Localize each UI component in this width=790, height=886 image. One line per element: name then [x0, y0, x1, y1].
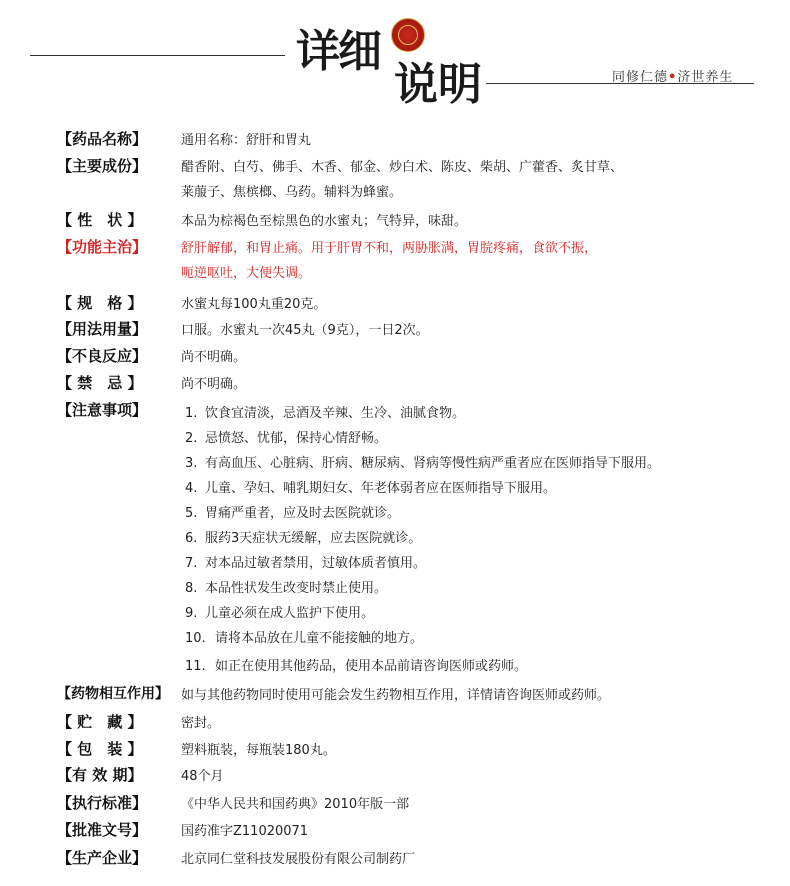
item-value: 塑料瓶装，每瓶装180丸。 [181, 743, 336, 758]
note-text: 本品性状发生改变时禁止使用。 [205, 581, 388, 596]
slogan [612, 66, 733, 85]
item-label: 【不良反应】 [57, 347, 148, 365]
item-value: 尚不明确。 [181, 377, 247, 392]
title-char-3: 说 [394, 59, 438, 110]
item-value: 呃逆呕吐，大便失调。 [181, 266, 312, 281]
note-text: 儿童必须在成人监护下使用。 [205, 606, 375, 621]
note-number: 10. [185, 631, 206, 646]
item-label: 【有 效 期】 [57, 766, 143, 784]
item-label: 【 规 格 】 [57, 294, 143, 312]
item-value: 口服。水蜜丸一次45丸（9克），一日2次。 [181, 323, 429, 338]
list-item [185, 655, 527, 674]
note-text: 对本品过敏者禁用，过敏体质者慎用。 [205, 556, 427, 571]
page-header [0, 0, 790, 118]
seal-icon [391, 18, 425, 52]
note-text: 儿童、孕妇、哺乳期妇女、年老体弱者应在医师指导下服用。 [205, 481, 557, 496]
header-rule-left [30, 55, 285, 56]
list-item [185, 577, 387, 596]
title-char-1: 详 [296, 26, 340, 77]
note-number: 1. [185, 406, 198, 421]
note-number: 11. [185, 659, 206, 674]
item-label: 【 性 状 】 [57, 211, 143, 229]
note-text: 请将本品放在儿童不能接触的地方。 [215, 631, 424, 646]
item-label: 【批准文号】 [57, 821, 148, 839]
list-item [185, 602, 374, 621]
item-label: 【 贮 藏 】 [57, 713, 143, 731]
note-text: 服药3天症状无缓解，应去医院就诊。 [205, 531, 422, 546]
item-label: 【功能主治】 [57, 238, 148, 256]
note-number: 2. [185, 431, 198, 446]
item-value: 醋香附、白芍、佛手、木香、郁金、炒白术、陈皮、柴胡、广藿香、炙甘草、 [181, 160, 624, 175]
note-number: 5. [185, 506, 198, 521]
note-text: 忌愤怒、忧郁，保持心情舒畅。 [205, 431, 388, 446]
item-label: 【 禁 忌 】 [57, 374, 143, 392]
note-number: 3. [185, 456, 198, 471]
list-item [185, 477, 556, 496]
item-label: 【药品名称】 [57, 130, 148, 148]
item-value: 国药准字Z11020071 [181, 824, 309, 839]
item-label: 【主要成份】 [57, 157, 148, 175]
item-label: 【执行标准】 [57, 794, 148, 812]
item-value: 北京同仁堂科技发展股份有限公司制药厂 [181, 852, 416, 867]
item-value: 舒肝解郁，和胃止痛。用于肝胃不和，两胁胀满，胃脘疼痛，食欲不振， [181, 241, 598, 256]
note-number: 9. [185, 606, 198, 621]
note-number: 7. [185, 556, 198, 571]
list-item [185, 527, 421, 546]
item-value: 《中华人民共和国药典》2010年版一部 [181, 797, 410, 812]
note-text: 如正在使用其他药品，使用本品前请咨询医师或药师。 [215, 659, 528, 674]
note-text: 胃痛严重者，应及时去医院就诊。 [205, 506, 401, 521]
list-item [185, 627, 423, 646]
list-item [185, 502, 400, 521]
title-char-2: 细 [338, 26, 382, 77]
list-item [185, 452, 660, 471]
item-label: 【注意事项】 [57, 401, 148, 419]
item-value: 水蜜丸每100丸重20克。 [181, 297, 327, 312]
list-item [185, 402, 465, 421]
note-text: 饮食宜清淡，忌酒及辛辣、生冷、油腻食物。 [205, 406, 466, 421]
item-value: 密封。 [181, 716, 221, 731]
slogan-separator: • [668, 70, 678, 85]
item-label: 【用法用量】 [57, 320, 148, 338]
item-value: 尚不明确。 [181, 350, 247, 365]
item-value: 如与其他药物同时使用可能会发生药物相互作用，详情请咨询医师或药师。 [181, 688, 611, 703]
item-label: 【药物相互作用】 [57, 686, 169, 702]
note-number: 4. [185, 481, 198, 496]
slogan-left: 同修仁德 [612, 70, 669, 85]
note-number: 6. [185, 531, 198, 546]
item-value: 莱菔子、焦槟榔、乌药。辅料为蜂蜜。 [181, 185, 403, 200]
item-value: 48个月 [181, 769, 224, 784]
title-char-4: 明 [438, 59, 482, 110]
slogan-right: 济世养生 [677, 70, 734, 85]
item-label: 【生产企业】 [57, 849, 148, 867]
item-label: 【 包 装 】 [57, 740, 143, 758]
list-item [185, 552, 426, 571]
item-value: 通用名称：舒肝和胃丸 [181, 133, 312, 148]
note-text: 有高血压、心脏病、肝病、糖尿病、肾病等慢性病严重者应在医师指导下服用。 [205, 456, 661, 471]
item-value: 本品为棕褐色至棕黑色的水蜜丸；气特异，味甜。 [181, 214, 468, 229]
note-number: 8. [185, 581, 198, 596]
list-item [185, 427, 387, 446]
